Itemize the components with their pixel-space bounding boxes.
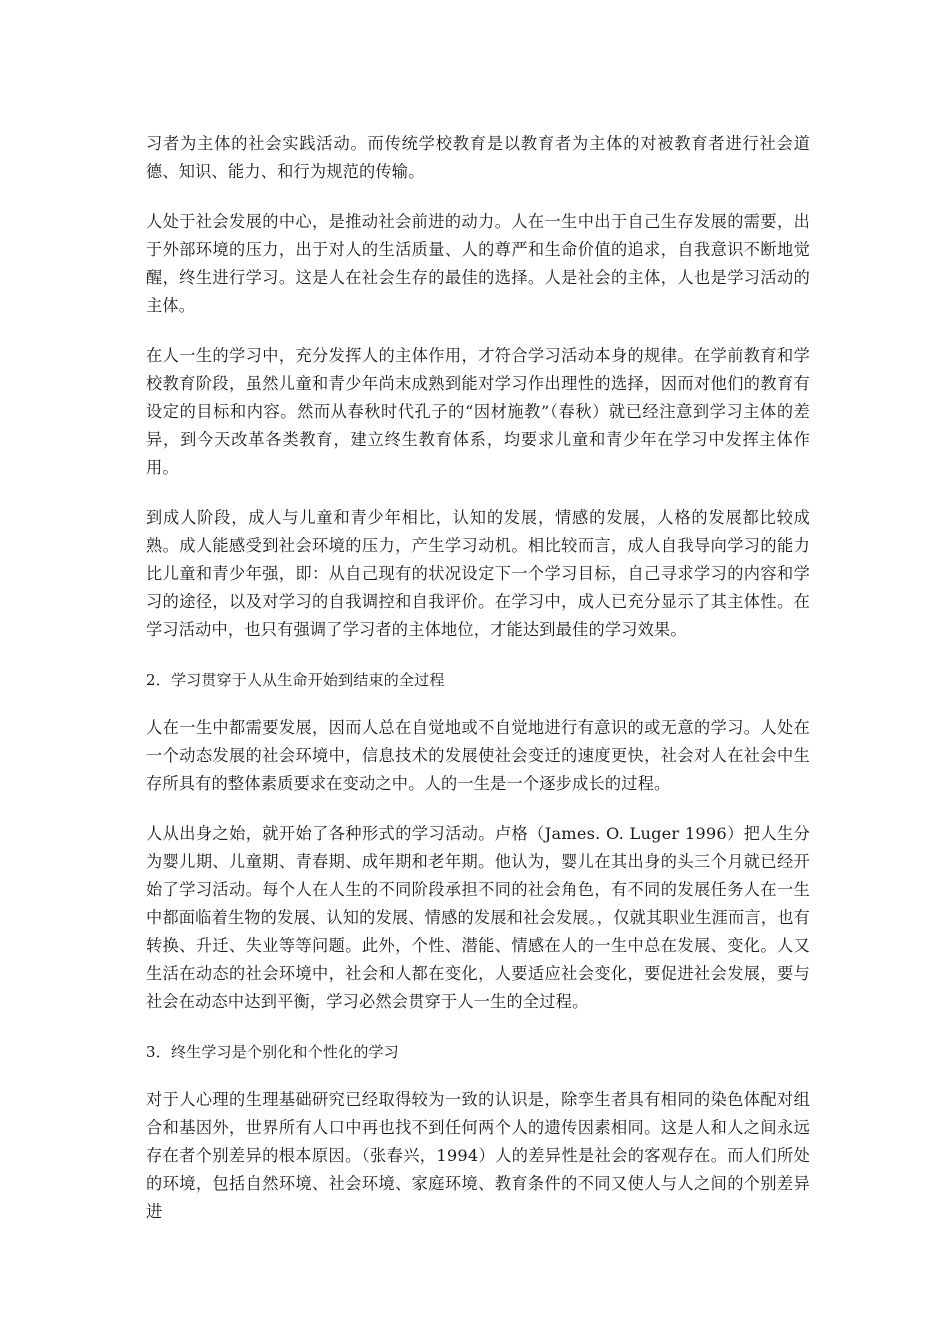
paragraph: 习者为主体的社会实践活动。而传统学校教育是以教育者为主体的对被教育者进行社会道德、知识、能力、和行为规范的传输。 [146, 134, 810, 181]
paragraph: 人处于社会发展的中心，是推动社会前进的动力。人在一生中出于自己生存发展的需要，出于外部环境的压力，出于对人的生活质量、人的尊严和生命价值的追求，自我意识不断地觉醒，终生进行学习。这是人在社会生存的最佳的选择。人是社会的主体，人也是学习活动的主体。 [146, 212, 810, 315]
paragraph: 对于人心理的生理基础研究已经取得较为一致的认识是，除孪生者具有相同的染色体配对组合和基因外，世界所有人口中再也找不到任何两个人的遗传因素相同。这是人和人之间永远存在者个别差异的根本原因。（张春兴，1994）人的差异性是社会的客观存在。而人们所处的环境，包括自然环境、社会环境、家庭环境、教育条件的不同又使人与人之间的个别差异进 [146, 1090, 810, 1221]
paragraph: 人从出身之始，就开始了各种形式的学习活动。卢格（James. O. Luger 1996）把人生分为婴儿期、儿童期、青春期、成年期和老年期。他认为，婴儿在其出身的头三个月就已经开始了学习活动。每个人在人生的不同阶段承担不同的社会角色，有不同的发展任务人在一生中都面临着生物的发展、认知的发展、情感的发展和社会发展。，仅就其职业生涯而言，也有转换、升迁、失业等等问题。此外，个性、潜能、情感在人的一生中总在发展、变化。人又生活在动态的社会环境中，社会和人都在变化，人要适应社会变化，要促进社会发展，要与社会在动态中达到平衡，学习必然会贯穿于人一生的全过程。 [146, 824, 810, 1011]
section-heading: 2．学习贯穿于人从生命开始到结束的全过程 [146, 671, 445, 689]
document-body [146, 130, 810, 1248]
section-heading: 3．终生学习是个别化和个性化的学习 [146, 1043, 399, 1061]
paragraph: 在人一生的学习中，充分发挥人的主体作用，才符合学习活动本身的规律。在学前教育和学校教育阶段，虽然儿童和青少年尚末成熟到能对学习作出理性的选择，因而对他们的教育有设定的目标和内容。然而从春秋时代孔子的“因材施教”（春秋）就已经注意到学习主体的差异，到今天改革各类教育，建立终生教育体系，均要求儿童和青少年在学习中发挥主体作用。 [146, 346, 810, 477]
paragraph: 人在一生中都需要发展，因而人总在自觉地或不自觉地进行有意识的或无意的学习。人处在一个动态发展的社会环境中，信息技术的发展使社会变迁的速度更快，社会对人在社会中生存所具有的整体素质要求在变动之中。人的一生是一个逐步成长的过程。 [146, 718, 810, 793]
paragraph: 到成人阶段，成人与儿童和青少年相比，认知的发展，情感的发展，人格的发展都比较成熟。成人能感受到社会环境的压力，产生学习动机。相比较而言，成人自我导向学习的能力比儿童和青少年强，即：从自己现有的状况设定下一个学习目标，自己寻求学习的内容和学习的途径，以及对学习的自我调控和自我评价。在学习中，成人已充分显示了其主体性。在学习活动中，也只有强调了学习者的主体地位，才能达到最佳的学习效果。 [146, 508, 810, 639]
